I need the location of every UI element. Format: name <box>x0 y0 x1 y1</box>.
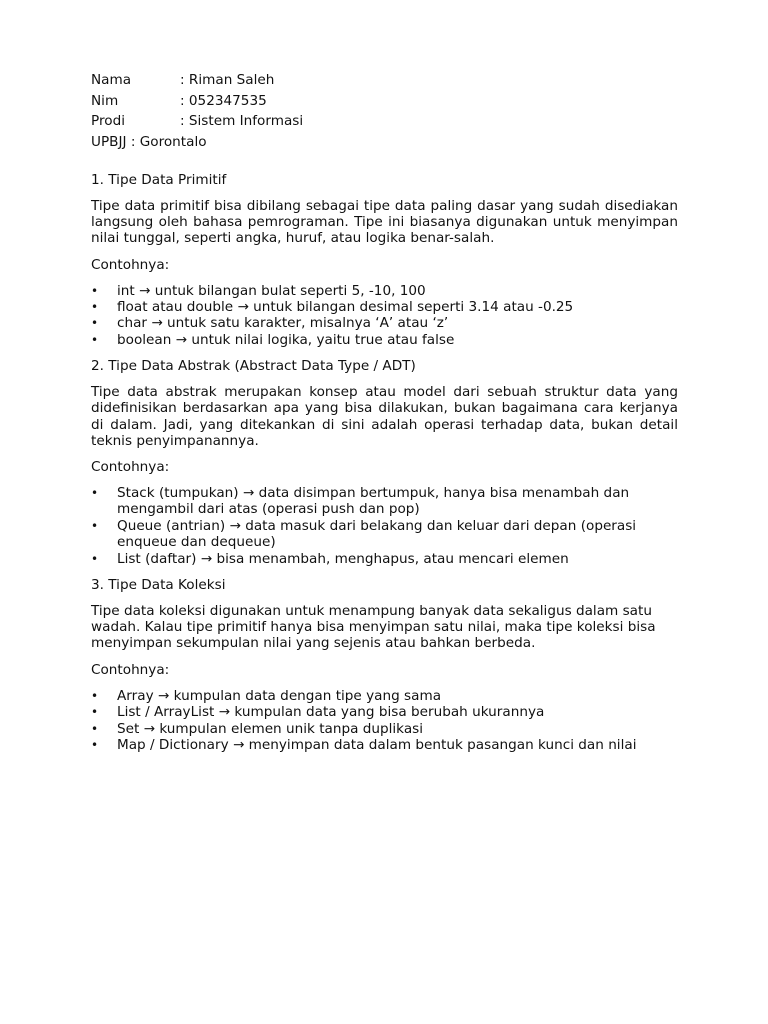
list-item <box>91 485 678 518</box>
section-koleksi <box>91 577 678 753</box>
list-item <box>91 518 678 551</box>
bullet-icon: • <box>91 283 99 298</box>
list-item <box>91 332 678 348</box>
identity-value: : Riman Saleh <box>180 72 275 88</box>
list-item <box>91 737 678 753</box>
list-item-text: boolean → untuk nilai logika, yaitu true atau false <box>117 331 455 348</box>
examples-list <box>91 283 678 349</box>
examples-label: Contohnya: <box>91 661 170 678</box>
list-item <box>91 704 678 720</box>
list-item <box>91 299 678 315</box>
list-item-text: int → untuk bilangan bulat seperti 5, -10, 100 <box>117 282 426 299</box>
list-item <box>91 283 678 299</box>
identity-row-nama <box>91 70 678 91</box>
identity-row-prodi <box>91 111 678 132</box>
identity-label: Nim <box>91 92 119 109</box>
section-paragraph: Tipe data abstrak merupakan konsep atau model dari sebuah struktur data yang didefinisikan berdasarkan apa yang bisa dilakukan, bukan bagaimana cara kerjanya di dalam. Jadi, yang ditekankan di sini adalah operasi terhadap data, bukan detail teknis penyimpanannya. <box>91 384 678 449</box>
bullet-icon: • <box>91 486 99 501</box>
examples-list <box>91 485 678 567</box>
list-item-text: Queue (antrian) → data masuk dari belakang dan keluar dari depan (operasi enqueue dan dequeue) <box>117 517 637 551</box>
bullet-icon: • <box>91 721 99 736</box>
identity-label: Nama <box>91 72 132 88</box>
identity-value: : 052347535 <box>180 92 267 109</box>
identity-value: : Sistem Informasi <box>180 113 304 129</box>
bullet-icon: • <box>91 316 99 331</box>
list-item-text: List / ArrayList → kumpulan data yang bisa berubah ukurannya <box>117 704 545 721</box>
section-paragraph: Tipe data koleksi digunakan untuk menampung banyak data sekaligus dalam satu wadah. Kalau tipe primitif hanya bisa menyimpan satu nilai, maka tipe koleksi bisa menyimpan sekumpulan nilai yang sejenis atau bahkan berbeda. <box>91 603 656 652</box>
section-title: 3. Tipe Data Koleksi <box>91 577 226 594</box>
bullet-icon: • <box>91 551 99 566</box>
identity-row-upbjj <box>91 132 678 153</box>
identity-block <box>91 70 678 152</box>
section-paragraph: Tipe data primitif bisa dibilang sebagai tipe data paling dasar yang sudah disediakan langsung oleh bahasa pemrograman. Tipe ini biasanya digunakan untuk menyimpan nilai tunggal, seperti angka, huruf, atau logika benar-salah. <box>91 198 678 247</box>
examples-list <box>91 688 678 754</box>
examples-label: Contohnya: <box>91 256 170 273</box>
list-item-text: Stack (tumpukan) → data disimpan bertumpuk, hanya bisa menambah dan mengambil dari atas (operasi push dan pop) <box>117 485 630 518</box>
bullet-icon: • <box>91 688 99 703</box>
section-primitif <box>91 172 678 348</box>
identity-label: Prodi <box>91 113 125 129</box>
bullet-icon: • <box>91 737 99 752</box>
list-item-text: Set → kumpulan elemen unik tanpa duplikasi <box>117 720 424 737</box>
section-title: 2. Tipe Data Abstrak (Abstract Data Type / ADT) <box>91 358 416 375</box>
document-page <box>91 70 678 753</box>
bullet-icon: • <box>91 705 99 720</box>
bullet-icon: • <box>91 300 99 315</box>
list-item-text: float atau double → untuk bilangan desimal seperti 3.14 atau -0.25 <box>117 299 574 316</box>
list-item <box>91 721 678 737</box>
section-title: 1. Tipe Data Primitif <box>91 172 227 188</box>
list-item <box>91 688 678 704</box>
list-item-text: List (daftar) → bisa menambah, menghapus, atau mencari elemen <box>117 550 569 567</box>
section-abstrak <box>91 358 678 567</box>
list-item <box>91 551 678 567</box>
list-item-text: Array → kumpulan data dengan tipe yang sama <box>117 687 442 704</box>
identity-value: : Gorontalo <box>130 133 207 150</box>
examples-label: Contohnya: <box>91 459 170 476</box>
bullet-icon: • <box>91 332 99 347</box>
list-item <box>91 315 678 331</box>
list-item-text: Map / Dictionary → menyimpan data dalam bentuk pasangan kunci dan nilai <box>117 736 637 753</box>
identity-label: UPBJJ <box>91 133 127 150</box>
bullet-icon: • <box>91 518 99 533</box>
identity-row-nim <box>91 91 678 112</box>
list-item-text: char → untuk satu karakter, misalnya ‘A’ atau ‘z’ <box>117 315 449 332</box>
